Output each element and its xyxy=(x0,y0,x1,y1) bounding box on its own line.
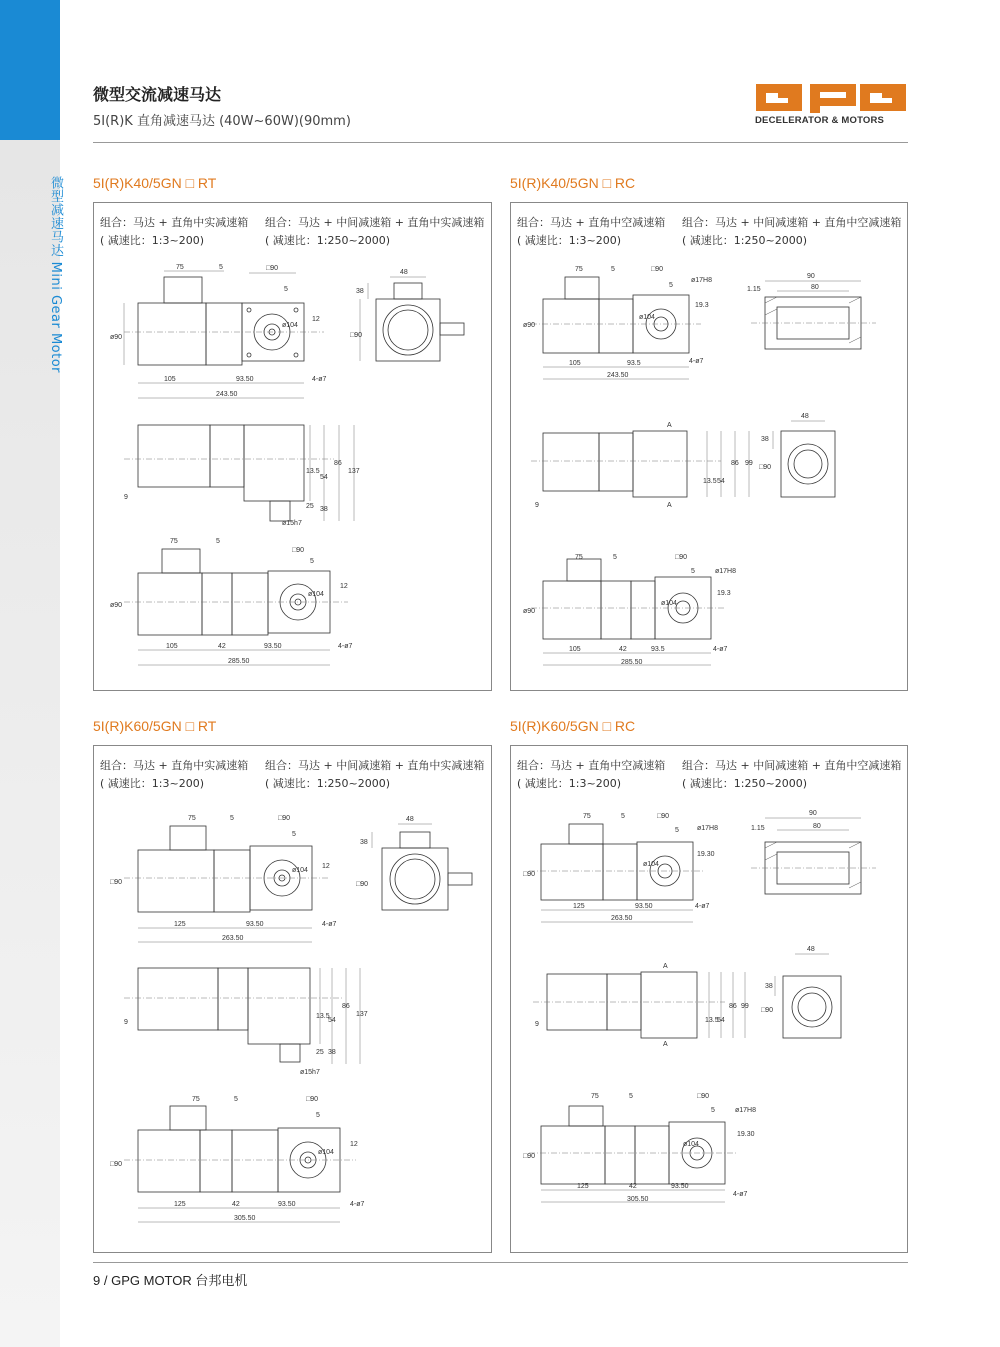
dim-v7: 9 xyxy=(535,1021,539,1028)
dim-w2: 80 xyxy=(811,284,819,291)
dim-g: 105 xyxy=(164,376,176,383)
sec-mark-bottom: A xyxy=(667,502,672,509)
technical-drawing xyxy=(94,203,493,692)
dim-w3: 1.15 xyxy=(747,286,761,293)
dim-w3: 1.15 xyxy=(751,825,765,832)
dim-a2: 75 xyxy=(575,554,583,561)
dim-sq2: □90 xyxy=(759,464,772,471)
dim-v2: 54 xyxy=(717,478,725,485)
dim-h2: 93.50 xyxy=(671,1183,689,1190)
footer-divider xyxy=(93,1262,908,1263)
section-title-k40-rc: 5I(R)K40/5GN □ RC xyxy=(510,175,636,191)
dim-a2: 75 xyxy=(170,538,178,545)
dim-d: 48 xyxy=(801,413,809,420)
dim-v3: 86 xyxy=(731,460,739,467)
page-number: 9 xyxy=(93,1273,101,1288)
dim-pcd2: ø104 xyxy=(318,1149,334,1156)
dim-pcd: ø104 xyxy=(639,314,655,321)
dim-v4: 137 xyxy=(348,468,360,475)
dim-b2: 5 xyxy=(216,538,220,545)
dim-c: 5 xyxy=(292,831,296,838)
dim-e: 38 xyxy=(765,983,773,990)
dim-m1: 42 xyxy=(619,646,627,653)
dim-m1: 42 xyxy=(232,1201,240,1208)
dim-h2: 93.50 xyxy=(264,643,282,650)
dim-hole2: 4-ø7 xyxy=(733,1191,748,1198)
dim-c: 5 xyxy=(675,827,679,834)
dim-sq2: □90 xyxy=(761,1007,774,1014)
caption-left: 组合：马达 + 直角中空减速箱 ( 减速比：1:3~200) xyxy=(517,759,666,790)
dim-v2: 54 xyxy=(320,474,328,481)
sidebar xyxy=(0,0,63,1347)
sidebar-accent-block xyxy=(0,0,60,140)
dim-bore2: ø17H8 xyxy=(715,568,737,575)
dim-l2: 285.50 xyxy=(621,659,643,666)
dim-w2: 80 xyxy=(813,823,821,830)
dim-d: 48 xyxy=(406,816,414,823)
dim-sq: □90 xyxy=(278,815,291,822)
dim-h2: 93.50 xyxy=(278,1201,296,1208)
dim-dia: □90 xyxy=(110,879,123,886)
sec-mark-top: A xyxy=(663,963,668,970)
dim-v1: 13.5 xyxy=(306,468,320,475)
caption-left: 组合：马达 + 直角中空减速箱 ( 减速比：1:3~200) xyxy=(517,216,666,247)
dim-hole2: 4-ø7 xyxy=(713,646,728,653)
dim-d: 48 xyxy=(400,269,408,276)
dim-v3: 86 xyxy=(729,1003,737,1010)
dim-c2: 5 xyxy=(691,568,695,575)
dim-sq3: □90 xyxy=(675,554,688,561)
drawing-panel-k40-rt xyxy=(93,202,492,691)
dim-pcd: ø104 xyxy=(643,861,659,868)
dim-g2: 125 xyxy=(577,1183,589,1190)
dim-v6: 38 xyxy=(328,1049,336,1056)
dim-f: 12 xyxy=(312,316,320,323)
dim-bore: ø17H8 xyxy=(691,277,713,284)
dim-v3: 86 xyxy=(342,1003,350,1010)
dim-l2: 305.50 xyxy=(234,1215,256,1222)
dim-v4: 137 xyxy=(356,1011,368,1018)
dim-bore2: ø17H8 xyxy=(735,1107,757,1114)
dim-v5: 25 xyxy=(306,503,314,510)
section-title-k40-rt: 5I(R)K40/5GN □ RT xyxy=(93,175,217,191)
dim-b2: 5 xyxy=(613,554,617,561)
dim-sq3: □90 xyxy=(697,1093,710,1100)
dim-v3: 86 xyxy=(334,460,342,467)
section-title-k60-rt: 5I(R)K60/5GN □ RT xyxy=(93,718,217,734)
dim-b: 5 xyxy=(621,813,625,820)
dim-c2: 5 xyxy=(316,1112,320,1119)
dim-e: 38 xyxy=(761,436,769,443)
dim-v1: 13.5 xyxy=(316,1013,330,1020)
dim-w1: 90 xyxy=(807,273,815,280)
caption-right: 组合：马达 + 中间减速箱 + 直角中实减速箱 ( 减速比：1:250~2000) xyxy=(265,216,485,247)
dim-k: 19.30 xyxy=(697,851,715,858)
dim-c2: 5 xyxy=(310,558,314,565)
logo-tagline: DECELERATOR & MOTORS xyxy=(755,115,885,126)
page-subtitle: 5I(R)K 直角减速马达 (40W~60W)(90mm) xyxy=(93,114,351,129)
dim-d: 48 xyxy=(807,946,815,953)
technical-drawing xyxy=(511,203,909,692)
dim-k2: 19.3 xyxy=(717,590,731,597)
dim-g: 125 xyxy=(573,903,585,910)
dim-h: 93.50 xyxy=(236,376,254,383)
dim-sq3: □90 xyxy=(306,1096,319,1103)
dim-g: 105 xyxy=(569,360,581,367)
caption-right: 组合：马达 + 中间减速箱 + 直角中实减速箱 ( 减速比：1:250~2000) xyxy=(265,759,485,790)
dim-hole: 4-ø7 xyxy=(322,921,337,928)
dim-dia2: □90 xyxy=(110,1161,123,1168)
header-divider xyxy=(93,142,908,143)
caption-right: 组合：马达 + 中间减速箱 + 直角中空减速箱 ( 减速比：1:250~2000) xyxy=(682,216,902,247)
dim-h: 93.50 xyxy=(246,921,264,928)
dim-e: 38 xyxy=(360,839,368,846)
caption-right: 组合：马达 + 中间减速箱 + 直角中空减速箱 ( 减速比：1:250~2000) xyxy=(682,759,902,790)
drawing-panel-k60-rt xyxy=(93,745,492,1253)
dim-sq: □90 xyxy=(657,813,670,820)
dim-dia2: □90 xyxy=(523,1153,536,1160)
dim-pcd2: ø104 xyxy=(308,591,324,598)
dim-l1: 263.50 xyxy=(222,935,244,942)
dim-b2: 5 xyxy=(234,1096,238,1103)
dim-a2: 75 xyxy=(192,1096,200,1103)
dim-dia: ø90 xyxy=(523,322,536,329)
dim-k: 19.3 xyxy=(695,302,709,309)
dim-hole2: 4-ø7 xyxy=(350,1201,365,1208)
dim-l1: 263.50 xyxy=(611,915,633,922)
dim-b: 5 xyxy=(230,815,234,822)
dim-v2: 54 xyxy=(328,1017,336,1024)
dim-h2: 93.5 xyxy=(651,646,665,653)
dim-hole: 4-ø7 xyxy=(695,903,710,910)
dim-shaft: ø15h7 xyxy=(282,520,302,527)
dim-g2: 125 xyxy=(174,1201,186,1208)
dim-b2: 5 xyxy=(629,1093,633,1100)
dim-sq: □90 xyxy=(266,265,279,272)
dim-c: 5 xyxy=(284,286,288,293)
dim-b: 5 xyxy=(219,264,223,271)
dim-dia: □90 xyxy=(523,871,536,878)
dim-dia2: ø90 xyxy=(110,602,123,609)
dim-l1: 243.50 xyxy=(607,372,629,379)
dim-v7: 9 xyxy=(124,1019,128,1026)
dim-m1: 42 xyxy=(218,643,226,650)
dim-f: 12 xyxy=(322,863,330,870)
dim-b: 5 xyxy=(611,266,615,273)
section-title-k60-rc: 5I(R)K60/5GN □ RC xyxy=(510,718,636,734)
footer-brand: GPG MOTOR 台邦电机 xyxy=(111,1273,248,1288)
page-title: 微型交流减速马达 xyxy=(93,85,222,104)
dim-a: 75 xyxy=(583,813,591,820)
dim-dia: ø90 xyxy=(110,334,123,341)
dim-k2: 19.30 xyxy=(737,1131,755,1138)
dim-a: 75 xyxy=(188,815,196,822)
dim-hole: 4-ø7 xyxy=(689,358,704,365)
sidebar-label: 微型减速马达 Mini Gear Motor xyxy=(48,176,63,374)
dim-hole2: 4-ø7 xyxy=(338,643,353,650)
dim-pcd: ø104 xyxy=(292,867,308,874)
dim-f2: 12 xyxy=(350,1141,358,1148)
footer xyxy=(93,1270,247,1289)
drawing-panel-k60-rc xyxy=(510,745,908,1253)
dim-v4: 99 xyxy=(745,460,753,467)
dim-c: 5 xyxy=(669,282,673,289)
dim-v2: 54 xyxy=(717,1017,725,1024)
dim-e: 38 xyxy=(356,288,364,295)
dim-dia2: ø90 xyxy=(523,608,536,615)
dim-sq: □90 xyxy=(651,266,664,273)
dim-l2: 285.50 xyxy=(228,658,250,665)
caption-left: 组合：马达 + 直角中实减速箱 ( 减速比：1:3~200) xyxy=(100,759,249,790)
dim-g2: 105 xyxy=(569,646,581,653)
dim-v7: 9 xyxy=(124,494,128,501)
dim-a: 75 xyxy=(176,264,184,271)
dim-l1: 243.50 xyxy=(216,391,238,398)
dim-g2: 105 xyxy=(166,643,178,650)
dim-a2: 75 xyxy=(591,1093,599,1100)
caption-left: 组合：马达 + 直角中实减速箱 ( 减速比：1:3~200) xyxy=(100,216,249,247)
dim-h: 93.5 xyxy=(627,360,641,367)
dim-hole: 4-ø7 xyxy=(312,376,327,383)
dim-a: 75 xyxy=(575,266,583,273)
dim-v1: 13.5 xyxy=(703,478,717,485)
dim-f2: 12 xyxy=(340,583,348,590)
dim-sq2: □90 xyxy=(350,332,363,339)
technical-drawing xyxy=(511,746,909,1254)
dim-v5: 25 xyxy=(316,1049,324,1056)
dim-sq2: □90 xyxy=(356,881,369,888)
dim-c2: 5 xyxy=(711,1107,715,1114)
dim-pcd: ø104 xyxy=(282,322,298,329)
dim-shaft: ø15h7 xyxy=(300,1069,320,1076)
sec-mark-bottom: A xyxy=(663,1041,668,1048)
dim-l2: 305.50 xyxy=(627,1196,649,1203)
technical-drawing xyxy=(94,746,493,1254)
dim-g: 125 xyxy=(174,921,186,928)
dim-pcd2: ø104 xyxy=(683,1141,699,1148)
dim-bore: ø17H8 xyxy=(697,825,719,832)
dim-w1: 90 xyxy=(809,810,817,817)
dim-v4: 99 xyxy=(741,1003,749,1010)
dim-v7: 9 xyxy=(535,502,539,509)
dim-v6: 38 xyxy=(320,506,328,513)
dim-v1: 13.5 xyxy=(705,1017,719,1024)
dim-sq3: □90 xyxy=(292,547,305,554)
drawing-panel-k40-rc xyxy=(510,202,908,691)
dim-pcd2: ø104 xyxy=(661,600,677,607)
dim-m1: 42 xyxy=(629,1183,637,1190)
sec-mark-top: A xyxy=(667,422,672,429)
footer-separator: / xyxy=(103,1273,108,1288)
dim-h: 93.50 xyxy=(635,903,653,910)
